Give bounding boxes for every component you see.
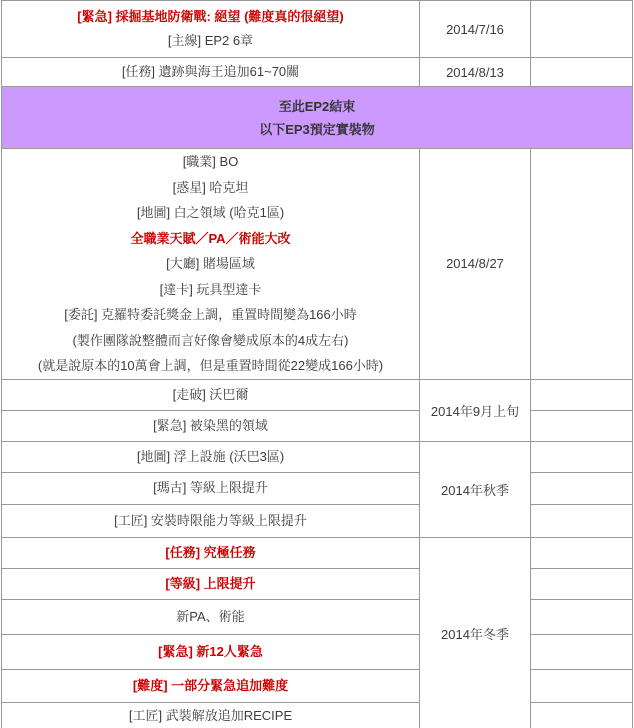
entry-text: [大廳] 賭場區域 (166, 256, 255, 271)
section-banner-row (2, 87, 633, 149)
notes-cell (531, 410, 633, 441)
notes-cell (531, 149, 633, 380)
entry-text: [工匠] 武裝解放追加RECIPE (128, 708, 293, 723)
entry-text: [地圖] 白之領域 (哈克1區) (136, 205, 285, 220)
entry-text: (就是說原本的10萬會上調，但是重置時間從22變成166小時) (37, 358, 384, 373)
entry-cell (2, 504, 420, 537)
table-row (2, 441, 633, 472)
entry-text: 新PA、術能 (176, 608, 245, 624)
notes-cell (531, 669, 633, 702)
entry-cell (2, 410, 420, 441)
table-row (2, 149, 633, 380)
date-cell: 2014/7/16 (420, 1, 531, 58)
date-cell: 2014/8/27 (420, 149, 531, 380)
entry-cell (2, 149, 420, 380)
banner-text: 至此EP2結束 (278, 98, 356, 114)
table-row (2, 58, 633, 87)
table-row (2, 472, 633, 504)
date-cell: 2014年秋季 (420, 441, 531, 537)
table-row (2, 599, 633, 634)
notes-cell (531, 379, 633, 410)
entry-text: [緊急] 採掘基地防衛戰: 絕望 (難度真的很絕望) (77, 9, 344, 24)
entry-text: [走破] 沃巴爾 (172, 386, 249, 402)
notes-cell (531, 472, 633, 504)
entry-cell (2, 58, 420, 87)
table-row (2, 669, 633, 702)
date-cell: 2014年9月上旬 (420, 379, 531, 441)
entry-text: [職業] BO (182, 154, 239, 169)
entry-text: [等級] 上限提升 (165, 575, 256, 591)
banner-text: 以下EP3預定實裝物 (259, 121, 375, 137)
date-cell: 2014/8/13 (420, 58, 531, 87)
notes-cell (531, 568, 633, 599)
notes-cell (531, 1, 633, 58)
entry-text: [委託] 克羅特委託獎金上調，重置時間變為166小時 (64, 307, 357, 322)
table-row (2, 410, 633, 441)
entry-text: [任務] 遺跡與海王追加61~70關 (121, 64, 300, 79)
table-row (2, 537, 633, 568)
entry-cell (2, 599, 420, 634)
notes-cell (531, 58, 633, 87)
entry-text: [緊急] 新12人緊急 (158, 643, 263, 659)
notes-cell (531, 702, 633, 728)
notes-cell (531, 441, 633, 472)
entry-cell (2, 537, 420, 568)
table-row (2, 379, 633, 410)
entry-cell (2, 669, 420, 702)
notes-cell (531, 504, 633, 537)
table-row (2, 504, 633, 537)
entry-cell (2, 472, 420, 504)
entry-text: [達卡] 玩具型達卡 (159, 281, 262, 297)
notes-cell (531, 634, 633, 669)
entry-text: [惑星] 哈克坦 (172, 179, 249, 195)
update-schedule-table (1, 0, 633, 728)
section-banner (2, 87, 633, 149)
entry-text: [工匠] 安裝時限能力等級上限提升 (114, 512, 307, 528)
entry-cell (2, 568, 420, 599)
table-row (2, 702, 633, 728)
entry-cell (2, 379, 420, 410)
table-row (2, 568, 633, 599)
entry-text: 全職業天賦／PA／術能大改 (130, 230, 291, 246)
entry-text: [瑪古] 等級上限提升 (153, 480, 268, 495)
entry-text: [主線] EP2 6章 (167, 33, 254, 48)
entry-cell (2, 702, 420, 728)
notes-cell (531, 537, 633, 568)
entry-text: (製作團隊說整體而言好像會變成原本的4成左右) (72, 332, 349, 348)
entry-text: [難度] 一部分緊急追加難度 (132, 677, 289, 693)
entry-text: [任務] 究極任務 (165, 544, 256, 560)
entry-cell (2, 1, 420, 58)
notes-cell (531, 599, 633, 634)
entry-text: [地圖] 浮上設施 (沃巴3區) (136, 448, 285, 464)
date-cell: 2014年冬季 (420, 537, 531, 728)
entry-cell (2, 441, 420, 472)
table-row (2, 1, 633, 58)
entry-text: [緊急] 被染黑的領域 (153, 417, 268, 433)
entry-cell (2, 634, 420, 669)
table-row (2, 634, 633, 669)
